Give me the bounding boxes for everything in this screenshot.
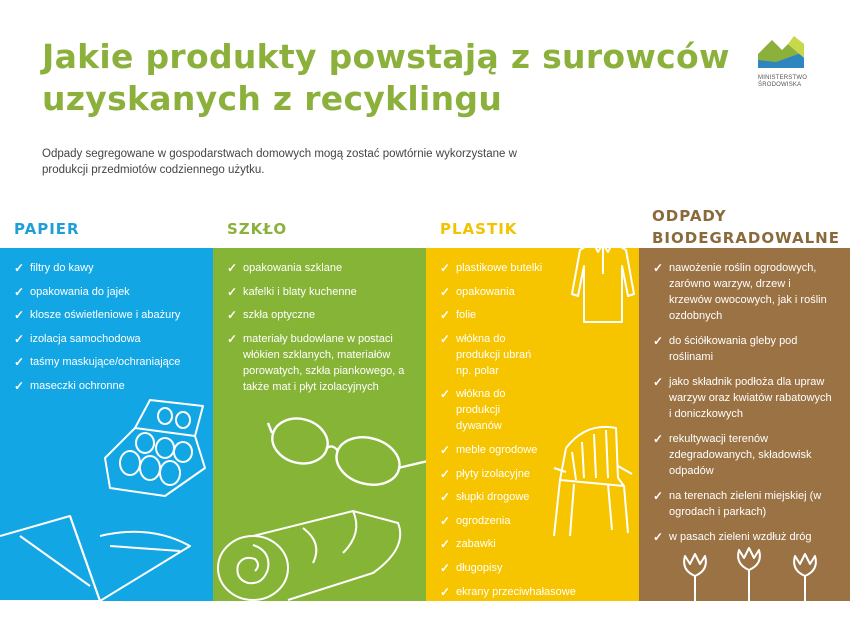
check-icon: ✓	[653, 489, 664, 503]
check-icon: ✓	[440, 584, 451, 599]
check-icon: ✓	[440, 466, 451, 481]
check-icon: ✓	[440, 331, 451, 346]
check-icon: ✓	[440, 308, 451, 323]
check-icon: ✓	[14, 261, 25, 275]
fleece-jacket-icon	[568, 234, 638, 329]
intro-text: Odpady segregowane w gospodarstwach domowych mogą zostać powtórnie wykorzystane w produkcji przedmiotów codziennego użytku.	[42, 148, 517, 176]
heading-biodegradable-text: ODPADY BIODEGRADOWALNE	[652, 207, 840, 247]
ministry-logo	[758, 32, 808, 89]
check-icon: ✓	[14, 331, 25, 346]
list-item: ✓ filtry do kawy	[14, 261, 94, 275]
title-line-1: Jakie produkty powstają z surowców	[42, 36, 742, 78]
column-plastic	[426, 248, 639, 623]
egg-carton-icon	[95, 388, 210, 498]
list-item: ✓ ramy okienne z PVC	[440, 608, 557, 623]
column-biodegradable	[639, 248, 850, 601]
check-icon: ✓	[440, 513, 451, 528]
heading-paper: PAPIER	[14, 220, 80, 238]
heading-glass: SZKŁO	[227, 220, 288, 238]
insulation-roll-icon	[213, 503, 413, 603]
tulip-icon	[677, 546, 837, 601]
list-item: ✓ na terenach zieleni miejskiej (w ogrodach i parkach)	[653, 489, 822, 518]
title-line-2: uzyskanych z recyklingu	[42, 78, 742, 120]
list-item: ✓ taśmy maskujące/ochraniające	[14, 355, 181, 370]
check-icon: ✓	[14, 355, 25, 370]
list-item: ✓ długopisy	[440, 560, 503, 575]
check-icon: ✓	[227, 284, 238, 299]
list-item: ✓ opakowania do jajek	[14, 284, 130, 299]
list-item: ✓ jako składnik podłoża dla upraw warzyw oraz kwiatów rabatowych i doniczkowych	[653, 375, 832, 420]
list-item: ✓ materiały budowlane w postaci włókien szklanych, materiałów porowatych, szkła piankowego, a także mat i płyt izolacyjnych	[227, 331, 405, 393]
list-item: ✓ folie	[440, 308, 477, 323]
check-icon: ✓	[440, 387, 451, 402]
check-icon: ✓	[14, 378, 25, 393]
list-item: ✓ kafelki i blaty kuchenne	[227, 284, 357, 299]
list-item: ✓ meble ogrodowe	[440, 442, 538, 457]
list-item: ✓ płyty izolacyjne	[440, 466, 530, 481]
glass-list	[227, 260, 418, 402]
glasses-icon	[268, 413, 433, 488]
check-icon: ✓	[653, 261, 664, 275]
check-icon: ✓	[440, 537, 451, 552]
check-icon: ✓	[440, 261, 451, 275]
check-icon: ✓	[653, 530, 664, 544]
list-item: ✓ opakowania	[440, 284, 515, 299]
check-icon: ✓	[440, 284, 451, 299]
list-item: ✓ szkła optyczne	[227, 308, 316, 323]
list-item: ✓ ekrany przeciwhałasowe	[440, 584, 576, 599]
list-item: ✓ klosze oświetleniowe i abażury	[14, 308, 181, 323]
heading-plastic: PLASTIK	[440, 220, 518, 238]
check-icon: ✓	[440, 442, 451, 457]
logo-text-line-2: ŚRODOWISKA	[758, 82, 802, 88]
page-title	[42, 36, 742, 120]
list-item: ✓ włókna do produkcji dywanów	[440, 387, 506, 433]
column-glass	[213, 248, 426, 601]
list-item: ✓ izolacja samochodowa	[14, 331, 141, 346]
bio-list	[653, 260, 832, 554]
column-paper	[0, 248, 213, 601]
list-item: ✓ maseczki ochronne	[14, 378, 125, 393]
check-icon: ✓	[227, 331, 238, 346]
check-icon: ✓	[14, 284, 25, 299]
list-item: ✓ słupki drogowe	[440, 490, 530, 505]
check-icon: ✓	[440, 560, 451, 575]
check-icon: ✓	[14, 308, 25, 323]
mountain-logo-icon	[758, 32, 804, 68]
logo-text-line-1: MINISTERSTWO	[758, 75, 808, 81]
list-item: ✓ zabawki	[440, 537, 496, 552]
list-item: ✓ ogrodzenia	[440, 513, 511, 528]
list-item: ✓ w pasach zieleni wzdłuż dróg	[653, 530, 812, 544]
list-item: ✓ do ściółkowania gleby pod roślinami	[653, 334, 798, 363]
list-item: ✓ rekultywacji terenów zdegradowanych, składowisk odpadów	[653, 432, 812, 477]
list-item: ✓ plastikowe butelki	[440, 261, 543, 275]
paper-list	[14, 260, 205, 402]
check-icon: ✓	[653, 375, 664, 389]
check-icon: ✓	[653, 334, 664, 348]
check-icon: ✓	[440, 490, 451, 505]
garden-chair-icon	[546, 418, 636, 538]
list-item: ✓ opakowania szklane	[227, 261, 343, 275]
check-icon: ✓	[227, 261, 238, 275]
list-item: ✓ nawożenie roślin ogrodowych, zarówno warzyw, drzew i krzewów owocowych, jak i roślin ozdobnych	[653, 261, 827, 322]
check-icon: ✓	[227, 308, 238, 323]
check-icon: ✓	[653, 432, 664, 446]
list-item: ✓ włókna do produkcji ubrań np. polar	[440, 331, 532, 377]
coffee-filter-icon	[0, 506, 200, 601]
heading-biodegradable	[652, 205, 852, 249]
check-icon: ✓	[440, 608, 451, 623]
